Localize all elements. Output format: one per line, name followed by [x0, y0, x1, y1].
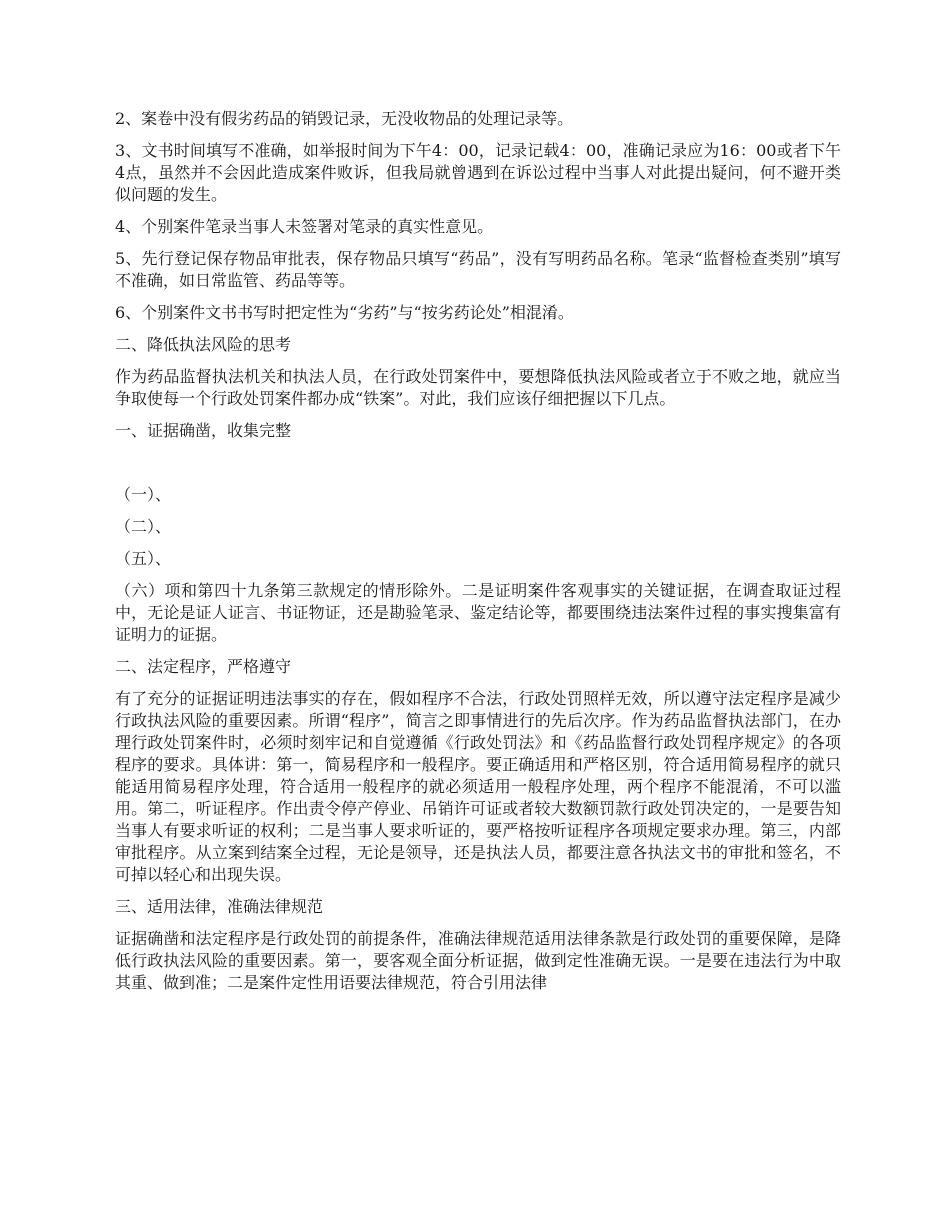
- paragraph-evidence: （六）项和第四十九条第三款规定的情形除外。二是证明案件客观事实的关键证据，在调查取证过程中，无论是证人证言、书证物证，还是勘验笔录、鉴定结论等，都要围绕违法案件过程的事实搜集富有证明力的证据。: [115, 581, 841, 644]
- subitem-1: （一）、: [115, 485, 172, 504]
- paragraph-law: 证据确凿和法定程序是行政处罚的前提条件，准确法律规范适用法律条款是行政处罚的重要保障，是降低行政执法风险的重要因素。第一，要客观全面分析证据，做到定性准确无误。一是要在违法行为中取其重、做到准；二是案件定性用语要法律规范，符合引用法律: [115, 929, 841, 992]
- document-body: [115, 108, 841, 1004]
- paragraph-item-4: 4、个别案件笔录当事人未签署对笔录的真实性意见。: [115, 217, 494, 236]
- heading-evidence: 一、证据确凿，收集完整: [115, 421, 292, 440]
- paragraph-intro: 作为药品监督执法机关和执法人员，在行政处罚案件中，要想降低执法风险或者立于不败之地，就应当争取使每一个行政处罚案件都办成“铁案”。对此，我们应该仔细把握以下几点。: [115, 367, 841, 408]
- section-heading-risk: 二、降低执法风险的思考: [115, 335, 292, 354]
- subitem-2: （二）、: [115, 517, 172, 536]
- subitem-5: （五）、: [115, 549, 172, 568]
- blank-space: [115, 452, 841, 484]
- heading-procedure: 二、法定程序，严格遵守: [115, 657, 292, 676]
- paragraph-item-5: 5、先行登记保存物品审批表，保存物品只填写“药品”，没有写明药品名称。笔录“监督检查类别”填写不准确，如日常监管、药品等等。: [115, 249, 841, 290]
- paragraph-item-6: 6、个别案件文书书写时把定性为“劣药”与“按劣药论处”相混淆。: [115, 303, 574, 322]
- paragraph-item-2: 2、案卷中没有假劣药品的销毁记录，无没收物品的处理记录等。: [115, 109, 574, 128]
- heading-law: 三、适用法律，准确法律规范: [115, 897, 324, 916]
- paragraph-procedure: 有了充分的证据证明违法事实的存在，假如程序不合法，行政处罚照样无效，所以遵守法定程序是减少行政执法风险的重要因素。所谓“程序”，简言之即事情进行的先后次序。作为药品监督执法部门，在办理行政处罚案件时，必须时刻牢记和自觉遵循《行政处罚法》和《药品监督行政处罚程序规定》的各项程序的要求。具体讲：第一，简易程序和一般程序。要正确适用和严格区别，符合适用简易程序的就只能适用简易程序处理，符合适用一般程序的就必须适用一般程序处理，两个程序不能混淆，不可以滥用。第二，听证程序。作出责令停产停业、吊销许可证或者较大数额罚款行政处罚决定的，一是要告知当事人有要求听证的权利；二是当事人要求听证的，要严格按听证程序各项规定要求办理。第三，内部审批程序。从立案到结案全过程，无论是领导，还是执法人员，都要注意各执法文书的审批和签名，不可掉以轻心和出现失误。: [115, 689, 841, 884]
- paragraph-item-3: 3、文书时间填写不准确，如举报时间为下午4：00，记录记载4：00，准确记录应为16：00或者下午4点，虽然并不会因此造成案件败诉，但我局就曾遇到在诉讼过程中当事人对此提出疑问，何不避开类似问题的发生。: [115, 141, 841, 204]
